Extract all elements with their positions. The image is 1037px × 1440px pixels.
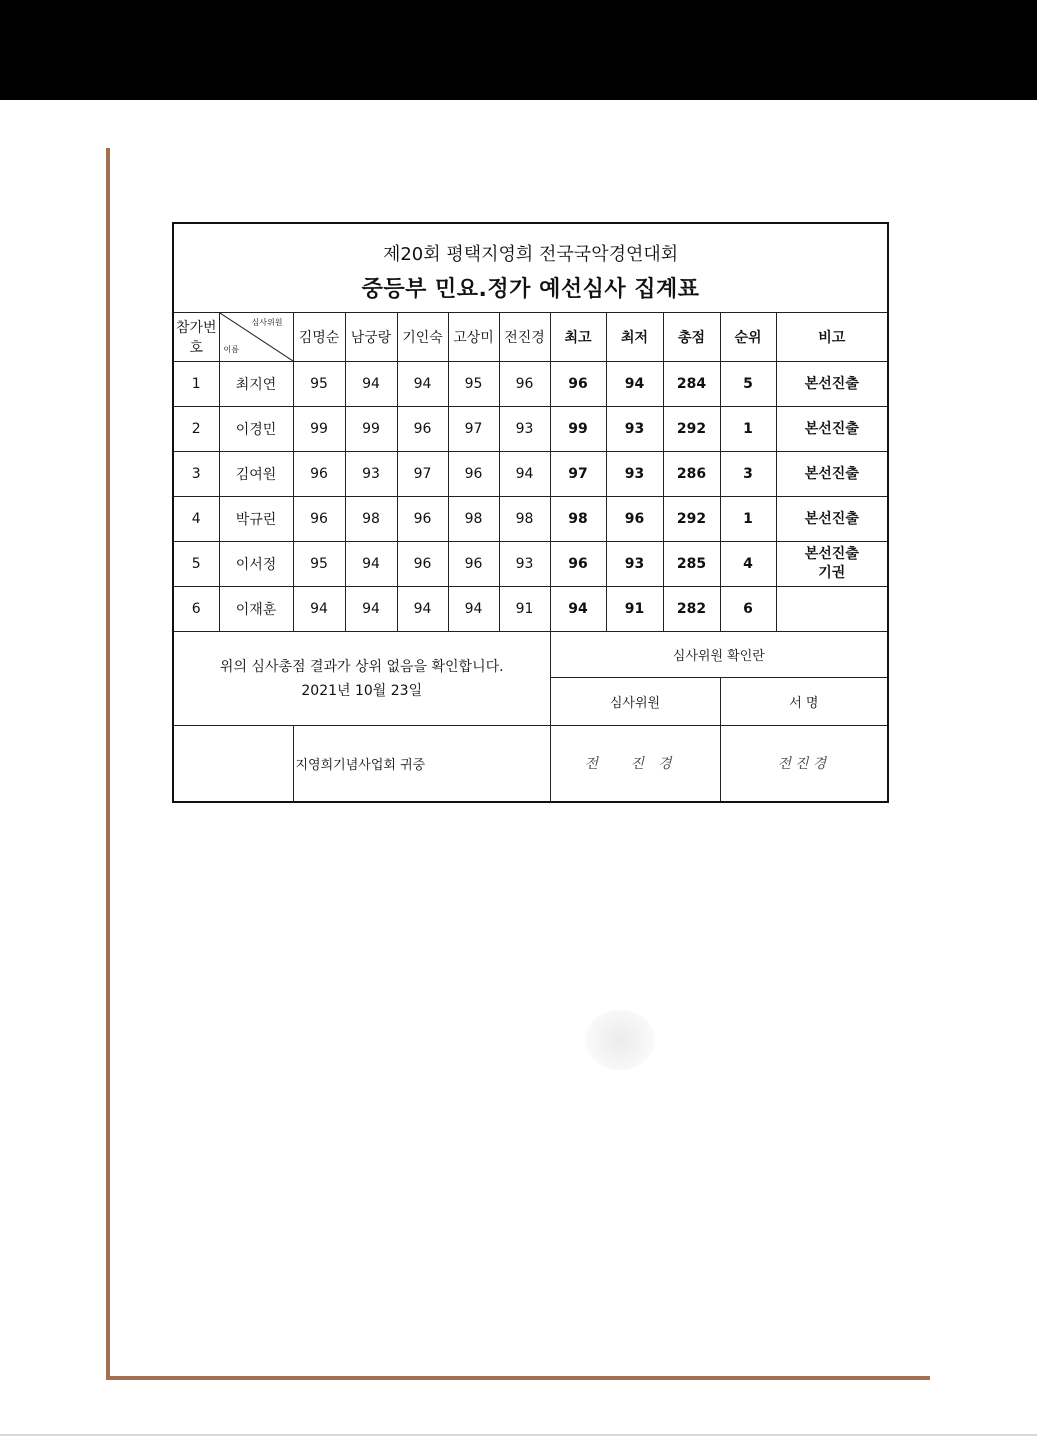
score-cell: 94: [397, 362, 448, 407]
table-row: [173, 362, 888, 407]
remarks-cell: [776, 362, 888, 407]
participant-no: 5: [173, 542, 219, 587]
participant-name: 김여원: [219, 452, 293, 497]
score-cell: 94: [345, 362, 397, 407]
bottom-divider: [0, 1434, 1037, 1436]
signature-label: 서 명: [720, 678, 888, 726]
participant-name: 최지연: [219, 362, 293, 407]
score-cell: 99: [293, 407, 345, 452]
rank-cell: 1: [720, 497, 776, 542]
judge-label: 심사위원: [550, 678, 720, 726]
score-cell: 96: [397, 542, 448, 587]
total-cell: 282: [663, 587, 720, 632]
participant-no-header: 참가번호: [173, 313, 219, 362]
competition-title: 제20회 평택지영희 전국국악경연대회: [382, 243, 679, 265]
judge-header-4: 고상미: [448, 313, 499, 362]
score-cell: 96: [397, 407, 448, 452]
total-cell: 285: [663, 542, 720, 587]
sheet-title: 중등부 민요.정가 예선심사 집계표: [361, 276, 700, 302]
judge-header-5: 전진경: [499, 313, 550, 362]
judge-header-1: 김명순: [293, 313, 345, 362]
participant-name: 이재훈: [219, 587, 293, 632]
remark-line: 본선진출: [804, 420, 859, 437]
participant-no: 6: [173, 587, 219, 632]
highest-cell: 98: [550, 497, 606, 542]
participant-name: 박규린: [219, 497, 293, 542]
rank-cell: 4: [720, 542, 776, 587]
title-block: [173, 223, 888, 313]
judge-confirm-header: 심사위원 확인란: [550, 632, 888, 678]
rank-cell: 3: [720, 452, 776, 497]
table-row: [173, 452, 888, 497]
judges-label: 심사위원: [251, 318, 283, 327]
score-cell: 96: [448, 452, 499, 497]
score-cell: 93: [499, 542, 550, 587]
lowest-cell: 93: [606, 542, 663, 587]
participant-no: 3: [173, 452, 219, 497]
score-cell: 94: [293, 587, 345, 632]
score-cell: 98: [499, 497, 550, 542]
rank-cell: 6: [720, 587, 776, 632]
lowest-cell: 93: [606, 407, 663, 452]
highest-header: 최고: [550, 313, 606, 362]
remark-line: 본선진출: [804, 510, 859, 527]
score-cell: 93: [499, 407, 550, 452]
score-cell: 96: [293, 452, 345, 497]
score-cell: 95: [293, 362, 345, 407]
lowest-header: 최저: [606, 313, 663, 362]
recipient-text: 지영희기념사업회 귀중: [293, 726, 550, 802]
participant-no: 2: [173, 407, 219, 452]
remarks-cell: [776, 587, 888, 632]
score-cell: 95: [293, 542, 345, 587]
remarks-cell: [776, 497, 888, 542]
highest-cell: 96: [550, 542, 606, 587]
score-cell: 96: [448, 542, 499, 587]
total-cell: 292: [663, 407, 720, 452]
remarks-cell: [776, 452, 888, 497]
score-cell: 96: [397, 497, 448, 542]
judge-header-3: 기인숙: [397, 313, 448, 362]
blank-cell: [173, 726, 293, 802]
table-row: [173, 542, 888, 587]
remarks-cell: [776, 407, 888, 452]
score-cell: 96: [293, 497, 345, 542]
score-cell: 94: [397, 587, 448, 632]
score-cell: 94: [345, 587, 397, 632]
total-header: 총점: [663, 313, 720, 362]
top-black-bar: [0, 0, 1037, 100]
remark-line: 본선진출: [804, 546, 859, 562]
highest-cell: 97: [550, 452, 606, 497]
paper-left-edge: [106, 148, 110, 1380]
score-cell: 94: [448, 587, 499, 632]
judge-handwritten-name: 전 진경: [550, 726, 720, 802]
judge-name-diagonal-header: [219, 313, 293, 362]
score-cell: 93: [345, 452, 397, 497]
judge-signature: 전진경: [720, 726, 888, 802]
participant-no: 4: [173, 497, 219, 542]
score-summary-table: [172, 222, 889, 803]
rank-cell: 5: [720, 362, 776, 407]
rank-header: 순위: [720, 313, 776, 362]
scan-smudge: [585, 1010, 655, 1070]
score-cell: 97: [448, 407, 499, 452]
table-row: [173, 587, 888, 632]
table-row: [173, 497, 888, 542]
remarks-cell: [776, 542, 888, 587]
lowest-cell: 91: [606, 587, 663, 632]
participant-no: 1: [173, 362, 219, 407]
table-row: [173, 407, 888, 452]
footer-row-1: [173, 632, 888, 678]
confirmation-date: 2021년 10월 23일: [301, 682, 423, 699]
lowest-cell: 93: [606, 452, 663, 497]
participant-name: 이서정: [219, 542, 293, 587]
footer-row-3: [173, 726, 888, 802]
total-cell: 286: [663, 452, 720, 497]
judge-header-2: 남궁랑: [345, 313, 397, 362]
confirmation-text: 위의 심사총점 결과가 상위 없음을 확인합니다.: [219, 658, 504, 675]
score-cell: 97: [397, 452, 448, 497]
score-cell: 98: [345, 497, 397, 542]
participant-name: 이경민: [219, 407, 293, 452]
rank-cell: 1: [720, 407, 776, 452]
score-cell: 94: [499, 452, 550, 497]
lowest-cell: 94: [606, 362, 663, 407]
score-cell: 96: [499, 362, 550, 407]
remark-line-2: 기권: [818, 565, 846, 581]
name-label: 이름: [223, 345, 239, 354]
highest-cell: 94: [550, 587, 606, 632]
total-cell: 284: [663, 362, 720, 407]
header-row: [173, 313, 888, 362]
remarks-header: 비고: [776, 313, 888, 362]
score-cell: 98: [448, 497, 499, 542]
highest-cell: 96: [550, 362, 606, 407]
score-cell: 94: [345, 542, 397, 587]
remark-line: 본선진출: [804, 465, 859, 482]
lowest-cell: 96: [606, 497, 663, 542]
score-cell: 99: [345, 407, 397, 452]
confirmation-block: [173, 632, 550, 726]
score-cell: 95: [448, 362, 499, 407]
remark-line: 본선진출: [804, 375, 859, 392]
score-cell: 91: [499, 587, 550, 632]
highest-cell: 99: [550, 407, 606, 452]
total-cell: 292: [663, 497, 720, 542]
paper-bottom-edge: [106, 1376, 930, 1380]
